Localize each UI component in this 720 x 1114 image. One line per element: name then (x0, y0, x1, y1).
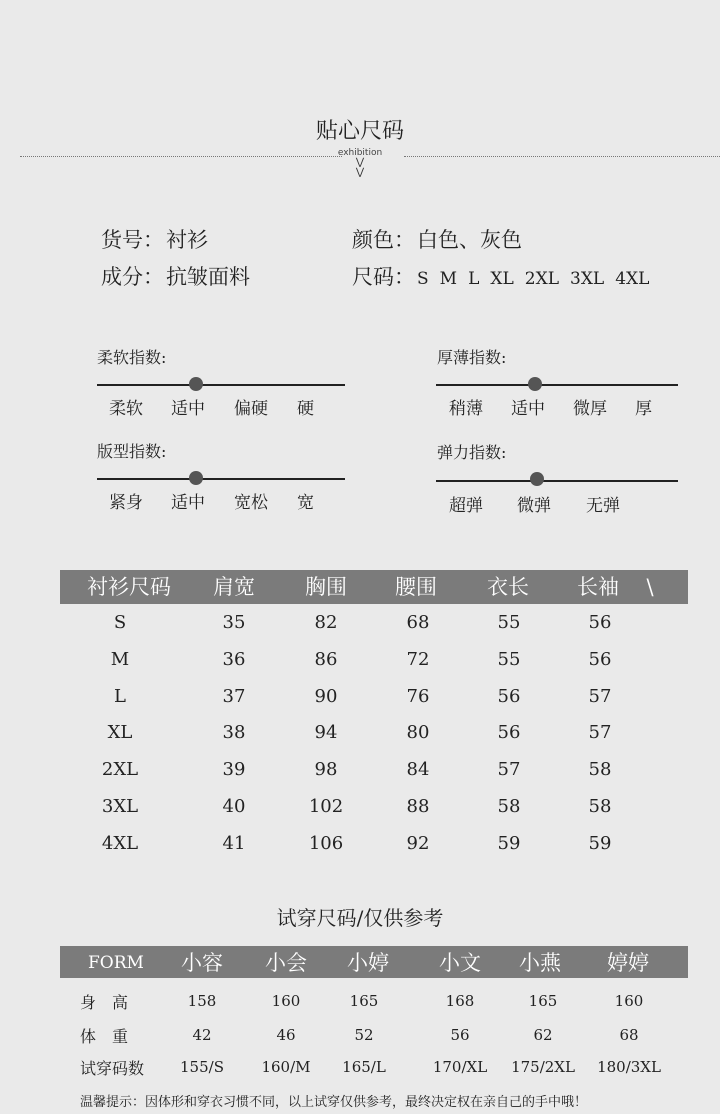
tryon-cell: 165/L (342, 1058, 386, 1076)
size-table-header-cell: 衬衫尺码 (87, 575, 171, 599)
elasticity-option: 无弹 (586, 496, 620, 516)
size-table-size-cell: M (110, 648, 130, 670)
size-table-header-cell: 长袖 (577, 575, 619, 599)
size-option: S (417, 269, 429, 289)
item-number-value: 衬衫 (166, 228, 208, 252)
size-table-cell: 59 (497, 832, 521, 854)
size-table-cell: 36 (222, 648, 246, 670)
size-option: 2XL (524, 269, 559, 289)
size-table-cell: 92 (406, 832, 430, 854)
softness-option: 适中 (171, 399, 205, 419)
tryon-cell: 42 (192, 1026, 212, 1044)
tryon-cell: 170/XL (432, 1058, 488, 1076)
material-value: 抗皱面料 (166, 265, 250, 289)
tryon-header-cell: 小婷 (347, 951, 389, 975)
size-table-cell: 68 (406, 612, 430, 633)
tryon-cell: 62 (533, 1026, 553, 1044)
size-table-cell: 57 (588, 685, 612, 707)
size-table-cell: 35 (222, 612, 246, 633)
softness-option: 硬 (297, 399, 314, 419)
softness-option: 偏硬 (234, 399, 268, 419)
size-option: 4XL (615, 269, 650, 289)
tryon-cell: 160 (271, 992, 301, 1010)
tryon-row-label: 身 高 (80, 993, 129, 1012)
size-table-cell: 84 (406, 759, 430, 781)
fit-option: 宽松 (234, 493, 268, 513)
size-table-cell: 58 (497, 796, 521, 817)
tryon-cell: 46 (276, 1026, 296, 1044)
tryon-table-header (60, 946, 688, 978)
tryon-cell: 175/2XL (511, 1058, 575, 1076)
tryon-header-cell: 小容 (181, 951, 223, 975)
thickness-scale-line (436, 384, 678, 386)
elasticity-scale-line (436, 480, 678, 482)
elasticity-index-label: 弹力指数: (437, 443, 507, 462)
size-table-size-cell: 2XL (101, 759, 139, 781)
tryon-cell: 52 (354, 1026, 374, 1044)
size-table-cell: 102 (308, 796, 344, 817)
size-table-cell: 106 (308, 832, 344, 854)
tryon-header-cell: FORM (88, 953, 144, 973)
size-table-cell: 59 (588, 832, 612, 854)
thickness-option: 稍薄 (449, 399, 483, 419)
material-label: 成分： (101, 265, 164, 289)
tip-note: 温馨提示：因体形和穿衣习惯不同，以上试穿仅供参考，最终决定权在亲自己的手中哦！ (80, 1095, 588, 1110)
size-table-cell: 88 (406, 796, 430, 817)
fit-option: 紧身 (109, 493, 143, 513)
tryon-row-label: 试穿码数 (80, 1059, 145, 1078)
tryon-header-cell: 小燕 (519, 951, 561, 975)
size-table-cell: 40 (222, 796, 246, 817)
fit-option: 适中 (171, 493, 205, 513)
size-table-size-cell: XL (107, 722, 133, 744)
size-table-size-cell: S (113, 612, 127, 633)
page-subtitle: exhibition (337, 148, 383, 158)
size-table-cell: 80 (406, 722, 430, 744)
elasticity-option: 微弹 (517, 496, 551, 516)
thickness-indicator-dot (528, 377, 542, 391)
tryon-cell: 155/S (180, 1058, 224, 1076)
size-table-cell: 58 (588, 759, 612, 781)
fit-scale-line (97, 478, 345, 480)
tryon-cell: 160 (614, 992, 644, 1010)
material-info (101, 261, 250, 291)
tryon-cell: 56 (450, 1026, 470, 1044)
size-table-cell: 56 (588, 648, 612, 670)
size-table-size-cell: 4XL (101, 832, 139, 854)
tryon-cell: 158 (187, 992, 217, 1010)
tryon-header-cell: 婷婷 (607, 951, 649, 975)
size-table-cell: 72 (406, 648, 430, 670)
tryon-cell: 165 (528, 992, 558, 1010)
size-table-cell: 41 (222, 832, 246, 854)
size-label: 尺码： (352, 265, 415, 289)
softness-index-label: 柔软指数: (97, 348, 167, 367)
page-title: 贴心尺码 (315, 119, 404, 144)
size-table-cell: 82 (314, 612, 338, 633)
size-table-header-cell: 腰围 (395, 575, 437, 599)
softness-indicator-dot (189, 377, 203, 391)
tryon-title: 试穿尺码/仅供参考 (276, 906, 444, 930)
size-table-header-cell: \ (646, 575, 654, 599)
tryon-cell: 168 (445, 992, 475, 1010)
item-number-label: 货号： (101, 228, 164, 252)
fit-indicator-dot (189, 471, 203, 485)
tryon-cell: 68 (619, 1026, 639, 1044)
size-table-cell: 37 (222, 685, 246, 707)
size-table-header (60, 570, 688, 604)
item-number (101, 224, 208, 254)
size-table-cell: 98 (314, 759, 338, 781)
size-table-cell: 76 (406, 685, 430, 707)
size-table-cell: 86 (314, 648, 338, 670)
tryon-cell: 180/3XL (597, 1058, 661, 1076)
size-table-cell: 56 (588, 612, 612, 633)
double-chevron-down-icon: ⋁ ⋁ (355, 157, 365, 178)
softness-scale-line (97, 384, 345, 386)
size-table-cell: 94 (314, 722, 338, 744)
tryon-cell: 160/M (261, 1058, 311, 1076)
size-table-cell: 57 (588, 722, 612, 744)
fit-option: 宽 (297, 493, 314, 513)
elasticity-indicator-dot (530, 472, 544, 486)
size-table-header-cell: 胸围 (305, 575, 347, 599)
color-info (352, 224, 522, 254)
size-option: L (468, 269, 480, 289)
color-label: 颜色： (352, 228, 415, 252)
size-option: M (439, 269, 458, 289)
tryon-header-cell: 小文 (439, 951, 481, 975)
tryon-row-label: 体 重 (80, 1027, 129, 1046)
thickness-option: 微厚 (573, 399, 607, 419)
size-table-size-cell: 3XL (101, 796, 139, 817)
size-table-cell: 56 (497, 685, 521, 707)
color-value: 白色、灰色 (417, 228, 522, 252)
thickness-option: 适中 (511, 399, 545, 419)
tryon-cell: 165 (349, 992, 379, 1010)
thickness-option: 厚 (635, 399, 652, 419)
size-table-header-cell: 衣长 (487, 575, 529, 599)
size-table-cell: 90 (314, 685, 338, 707)
size-table-cell: 55 (497, 612, 521, 633)
size-option: XL (490, 269, 514, 289)
size-option: 3XL (570, 269, 605, 289)
size-table-cell: 39 (222, 759, 246, 781)
fit-index-label: 版型指数: (97, 442, 167, 461)
thickness-index-label: 厚薄指数: (437, 348, 507, 367)
size-table-cell: 55 (497, 648, 521, 670)
tryon-header-cell: 小会 (265, 951, 307, 975)
softness-option: 柔软 (109, 399, 143, 419)
size-table-header-cell: 肩宽 (213, 575, 255, 599)
size-table-cell: 57 (497, 759, 521, 781)
size-table-size-cell: L (114, 685, 126, 707)
size-info (352, 261, 660, 291)
elasticity-option: 超弹 (449, 496, 483, 516)
size-table-cell: 38 (222, 722, 246, 744)
size-table-cell: 56 (497, 722, 521, 744)
size-table-cell: 58 (588, 796, 612, 817)
